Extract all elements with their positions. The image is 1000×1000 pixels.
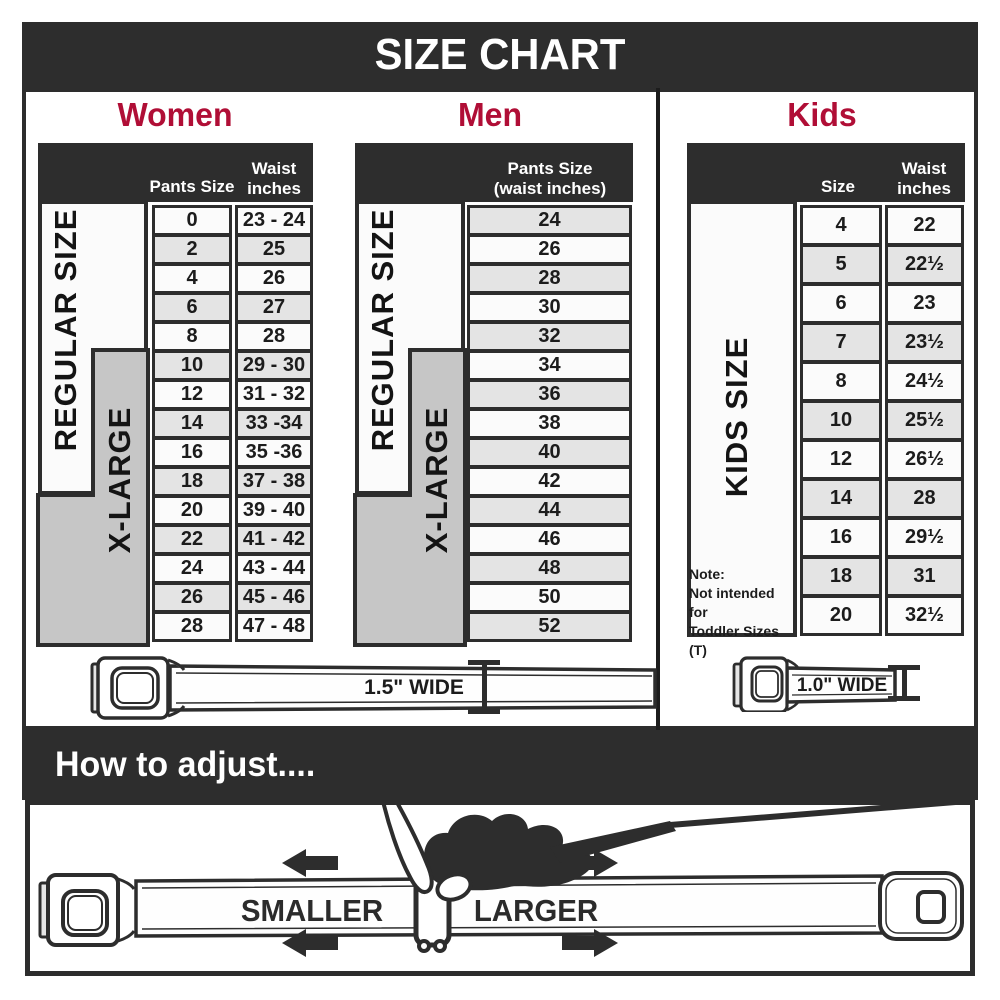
- waist-cell: 45 - 46: [235, 582, 313, 613]
- waist-cell: 28: [885, 478, 964, 519]
- size-cell: 10: [800, 400, 882, 441]
- size-cell: 5: [800, 244, 882, 285]
- women-xlarge-label: X-LARGE: [102, 406, 137, 554]
- adjust-belt-illustration: [30, 805, 970, 971]
- table-row: [467, 466, 632, 497]
- waist-cell: 23 - 24: [235, 205, 313, 236]
- size-cell: 14: [152, 408, 232, 439]
- waist-cell: 29½: [885, 517, 964, 558]
- size-cell: 34: [467, 350, 632, 381]
- table-row: [152, 408, 313, 439]
- size-cell: 12: [152, 379, 232, 410]
- size-cell: 14: [800, 478, 882, 519]
- kids-belt-width-label: 1.0" WIDE: [796, 675, 888, 696]
- size-cell: 20: [800, 595, 882, 636]
- size-cell: 26: [152, 582, 232, 613]
- size-cell: 20: [152, 495, 232, 526]
- size-cell: 32: [467, 321, 632, 352]
- table-row: [467, 553, 632, 584]
- waist-cell: 25½: [885, 400, 964, 441]
- table-row: [467, 408, 632, 439]
- kids-note: Note: Not intended for Toddler Sizes (T): [689, 566, 779, 658]
- size-cell: 16: [800, 517, 882, 558]
- size-cell: 50: [467, 582, 632, 613]
- how-to-adjust-bar: [22, 730, 978, 800]
- table-row: [152, 611, 313, 642]
- table-row: [467, 495, 632, 526]
- table-row: [467, 205, 632, 236]
- size-cell: 48: [467, 553, 632, 584]
- waist-cell: 41 - 42: [235, 524, 313, 555]
- size-cell: 38: [467, 408, 632, 439]
- table-row: [467, 524, 632, 555]
- seatbelt-buckle-icon: [40, 875, 134, 945]
- size-cell: 4: [800, 205, 882, 246]
- kids-size-label: KIDS SIZE: [719, 336, 754, 498]
- waist-cell: 29 - 30: [235, 350, 313, 381]
- waist-cell: 32½: [885, 595, 964, 636]
- table-row: [152, 292, 313, 323]
- size-cell: 28: [467, 263, 632, 294]
- size-cell: 40: [467, 437, 632, 468]
- waist-cell: 25: [235, 234, 313, 265]
- size-cell: 2: [152, 234, 232, 265]
- kids-col1-header: Size: [820, 177, 856, 196]
- waist-cell: 22: [885, 205, 964, 246]
- belt-tip-icon: [880, 873, 962, 939]
- size-cell: 24: [467, 205, 632, 236]
- men-col-header: Pants Size (waist inches): [493, 158, 607, 198]
- table-row: [152, 205, 313, 236]
- waist-cell: 39 - 40: [235, 495, 313, 526]
- size-cell: 42: [467, 466, 632, 497]
- title-bar: [22, 22, 978, 88]
- page-title: SIZE CHART: [374, 30, 626, 79]
- size-cell: 28: [152, 611, 232, 642]
- size-cell: 52: [467, 611, 632, 642]
- women-heading: Women: [117, 96, 233, 133]
- table-row: [467, 611, 632, 642]
- section-divider: [656, 88, 660, 730]
- size-cell: 6: [152, 292, 232, 323]
- table-row: [152, 553, 313, 584]
- size-cell: 26: [467, 234, 632, 265]
- size-cell: 30: [467, 292, 632, 323]
- table-row: [467, 437, 632, 468]
- table-row: [800, 517, 964, 558]
- men-table-rows: [467, 205, 632, 642]
- adjust-illustration-box: [25, 800, 975, 976]
- size-cell: 6: [800, 283, 882, 324]
- smaller-label: SMALLER: [240, 893, 384, 928]
- size-cell: 44: [467, 495, 632, 526]
- waist-cell: 37 - 38: [235, 466, 313, 497]
- size-cell: 8: [800, 361, 882, 402]
- table-row: [152, 495, 313, 526]
- size-cell: 18: [800, 556, 882, 597]
- waist-cell: 31: [885, 556, 964, 597]
- table-row: [800, 556, 964, 597]
- size-cell: 22: [152, 524, 232, 555]
- waist-cell: 35 -36: [235, 437, 313, 468]
- kids-table-rows: [800, 205, 964, 636]
- table-row: [152, 379, 313, 410]
- waist-cell: 23½: [885, 322, 964, 363]
- table-row: [152, 263, 313, 294]
- size-cell: 8: [152, 321, 232, 352]
- waist-cell: 26½: [885, 439, 964, 480]
- kids-heading: Kids: [787, 96, 857, 133]
- table-row: [467, 379, 632, 410]
- table-row: [152, 582, 313, 613]
- waist-cell: 33 -34: [235, 408, 313, 439]
- waist-cell: 47 - 48: [235, 611, 313, 642]
- size-cell: 18: [152, 466, 232, 497]
- table-row: [800, 244, 964, 285]
- women-col2-header: Waist inches: [247, 158, 301, 198]
- table-row: [800, 322, 964, 363]
- table-row: [467, 292, 632, 323]
- women-col1-header: Pants Size: [149, 177, 235, 196]
- table-row: [152, 466, 313, 497]
- table-row: [152, 437, 313, 468]
- size-cell: 10: [152, 350, 232, 381]
- size-cell: 4: [152, 263, 232, 294]
- size-cell: 12: [800, 439, 882, 480]
- women-table-rows: [152, 205, 313, 642]
- waist-cell: 28: [235, 321, 313, 352]
- size-cell: 7: [800, 322, 882, 363]
- table-row: [800, 478, 964, 519]
- table-row: [800, 205, 964, 246]
- table-row: [467, 321, 632, 352]
- size-cell: 0: [152, 205, 232, 236]
- size-cell: 24: [152, 553, 232, 584]
- table-row: [152, 524, 313, 555]
- kids-col2-header: Waist inches: [897, 158, 951, 198]
- table-row: [152, 321, 313, 352]
- table-row: [467, 263, 632, 294]
- size-cell: 16: [152, 437, 232, 468]
- kids-table-header: [687, 143, 965, 202]
- waist-cell: 24½: [885, 361, 964, 402]
- table-row: [152, 234, 313, 265]
- men-xlarge-label: X-LARGE: [419, 406, 454, 554]
- table-row: [467, 582, 632, 613]
- waist-cell: 31 - 32: [235, 379, 313, 410]
- waist-cell: 43 - 44: [235, 553, 313, 584]
- table-row: [800, 283, 964, 324]
- table-row: [800, 439, 964, 480]
- men-heading: Men: [457, 96, 523, 133]
- women-regular-label: REGULAR SIZE: [48, 208, 83, 452]
- table-row: [800, 361, 964, 402]
- waist-cell: 22½: [885, 244, 964, 285]
- size-cell: 36: [467, 379, 632, 410]
- waist-cell: 27: [235, 292, 313, 323]
- waist-cell: 23: [885, 283, 964, 324]
- larger-label: LARGER: [473, 893, 599, 928]
- table-row: [152, 350, 313, 381]
- adult-belt-width-label: 1.5" WIDE: [364, 676, 464, 699]
- table-row: [467, 350, 632, 381]
- table-row: [467, 234, 632, 265]
- size-cell: 46: [467, 524, 632, 555]
- men-regular-label: REGULAR SIZE: [365, 208, 400, 452]
- how-to-adjust-title: How to adjust....: [55, 745, 316, 784]
- waist-cell: 26: [235, 263, 313, 294]
- table-row: [800, 400, 964, 441]
- table-row: [800, 595, 964, 636]
